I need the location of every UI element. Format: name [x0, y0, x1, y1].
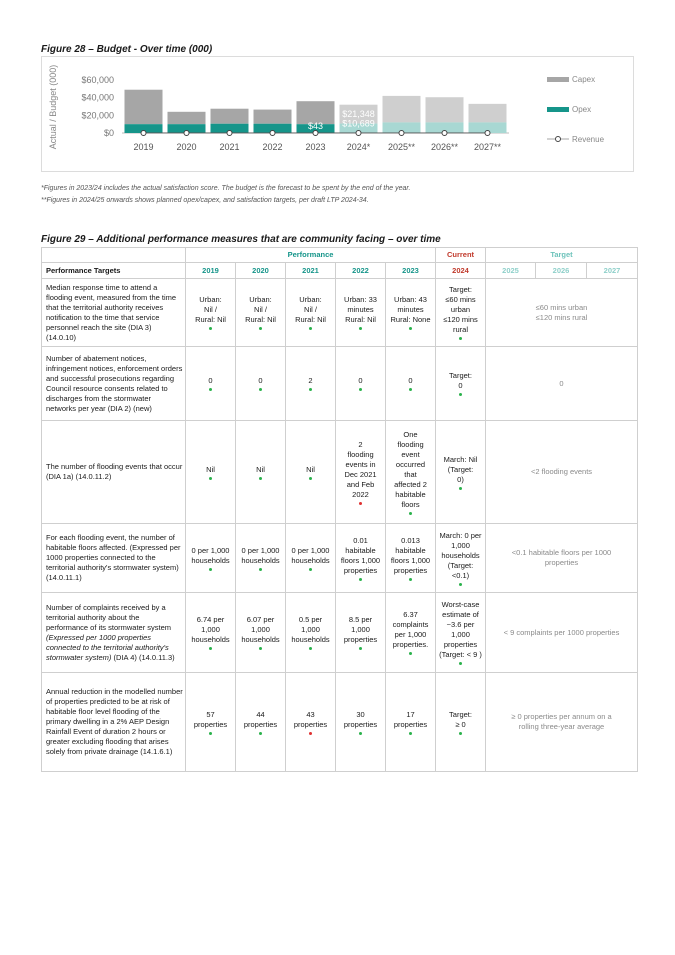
result-cell — [436, 673, 486, 772]
status-green-dot-icon — [459, 732, 462, 735]
measure-description — [42, 673, 186, 772]
table-row — [42, 421, 638, 524]
figure-28-title: Figure 28 – Budget - Over time (000) — [41, 44, 213, 55]
y-tick-label: $20,000 — [81, 110, 114, 121]
result-cell — [236, 673, 286, 772]
result-cell — [186, 593, 236, 673]
future-target — [486, 421, 638, 524]
header-blank — [42, 248, 186, 263]
table-row — [42, 524, 638, 593]
result-value: One flooding event occurred that affected 2 habitable floors — [394, 429, 427, 509]
status-green-dot-icon — [359, 327, 362, 330]
result-cell — [386, 347, 436, 421]
budget-chart — [41, 56, 634, 172]
status-green-dot-icon — [409, 652, 412, 655]
capex-bar — [211, 109, 249, 124]
measure-text: Median response time to attend a flooding event, measured from the time that the territorial authority receives notification to the time that service personnel reach the site (DIA 3) (14.0.10) — [46, 282, 177, 342]
result-cell — [386, 279, 436, 347]
result-value: Urban: 43 minutes Rural: None — [390, 295, 431, 324]
budget-chart-svg — [42, 57, 635, 173]
future-target — [486, 347, 638, 421]
result-value: Target: ≥ 0 — [449, 709, 472, 729]
measure-description — [42, 524, 186, 593]
result-value: 2 — [308, 376, 313, 385]
year-2026: 2026 — [536, 263, 587, 279]
status-green-dot-icon — [209, 568, 212, 571]
x-tick-label: 2023 — [305, 142, 326, 152]
result-cell — [286, 279, 336, 347]
status-green-dot-icon — [459, 583, 462, 586]
measure-text-tail: (DIA 4) (14.0.11.3) — [111, 652, 175, 662]
result-value: Urban: Nil / Rural: Nil — [245, 295, 276, 324]
header-performance-targets: Performance Targets — [42, 263, 186, 279]
result-value: Nil — [256, 464, 265, 474]
capex-bar — [426, 97, 464, 122]
result-cell — [336, 347, 386, 421]
result-value: Nil — [306, 464, 315, 474]
result-value: 6.37 complaints per 1,000 properties. — [392, 610, 429, 649]
status-green-dot-icon — [309, 647, 312, 650]
revenue-point — [313, 130, 318, 135]
future-target — [486, 524, 638, 593]
status-green-dot-icon — [459, 487, 462, 490]
result-value: 0.5 per 1,000 households — [291, 615, 330, 644]
result-value: 6.07 per 1,000 households — [241, 615, 280, 644]
result-cell — [386, 593, 436, 673]
result-cell — [186, 279, 236, 347]
result-cell — [436, 524, 486, 593]
capex-bar — [125, 90, 163, 124]
future-target — [486, 279, 638, 347]
result-cell — [236, 347, 286, 421]
result-value: 0.01 habitable floors 1,000 properties — [340, 535, 381, 575]
result-value: Target: 0 — [449, 371, 472, 390]
status-green-dot-icon — [459, 393, 462, 396]
status-green-dot-icon — [209, 647, 212, 650]
status-green-dot-icon — [409, 578, 412, 581]
status-green-dot-icon — [409, 732, 412, 735]
result-value: 0 — [408, 376, 413, 385]
year-2021: 2021 — [286, 263, 336, 279]
header-performance: Performance — [186, 248, 436, 263]
status-green-dot-icon — [459, 662, 462, 665]
performance-table — [41, 247, 638, 772]
year-2025: 2025 — [486, 263, 536, 279]
result-cell — [286, 347, 336, 421]
x-tick-label: 2025** — [387, 142, 416, 152]
header-current: Current — [436, 248, 486, 263]
status-green-dot-icon — [209, 477, 212, 480]
measure-text: The number of flooding events that occur (DIA 1a) (14.0.11.2) — [46, 462, 183, 481]
result-cell — [286, 524, 336, 593]
capex-bar — [469, 104, 507, 123]
result-value: 6.74 per 1,000 households — [191, 615, 230, 644]
y-axis-label: Actual / Budget (000) — [48, 64, 58, 150]
revenue-point — [227, 130, 232, 135]
note-actual-2024: *Figures in 2023/24 includes the actual satisfaction score. The budget is the forecast to be spent by the end of the year. — [41, 185, 411, 192]
status-green-dot-icon — [359, 732, 362, 735]
result-cell — [386, 421, 436, 524]
y-tick-label: $0 — [103, 128, 114, 138]
status-green-dot-icon — [359, 388, 362, 391]
status-green-dot-icon — [359, 647, 362, 650]
result-value: 30 properties — [343, 709, 378, 729]
result-value: Urban: 33 minutes Rural: Nil — [344, 295, 377, 324]
year-2020: 2020 — [236, 263, 286, 279]
result-cell — [236, 421, 286, 524]
x-tick-label: 2021 — [219, 142, 240, 152]
year-2024: 2024 — [436, 263, 486, 279]
result-cell — [436, 347, 486, 421]
future-target-text: <0.1 habitable floors per 1000 properties — [511, 548, 612, 567]
x-tick-label: 2020 — [176, 142, 197, 152]
status-green-dot-icon — [409, 327, 412, 330]
status-green-dot-icon — [259, 568, 262, 571]
y-tick-label: $40,000 — [81, 92, 114, 103]
result-cell — [336, 593, 386, 673]
result-cell — [186, 673, 236, 772]
result-value: 44 properties — [243, 709, 278, 729]
data-label: $43 — [307, 120, 324, 131]
status-green-dot-icon — [259, 477, 262, 480]
measure-text: For each flooding event, the number of habitable floors affected. (Expressed per 1000 properties connected to the territorial authority's stormwater system) (14.0.11.1) — [46, 533, 181, 582]
future-target-text: <2 flooding events — [530, 467, 593, 476]
future-target — [486, 673, 638, 772]
result-value: 0 — [358, 376, 363, 385]
result-value: 2 flooding events in Dec 2021 and Feb 2022 — [344, 439, 377, 499]
status-green-dot-icon — [259, 647, 262, 650]
revenue-point — [141, 130, 146, 135]
result-value: 17 properties — [393, 709, 428, 729]
result-value: 43 properties — [293, 709, 328, 729]
y-tick-label: $60,000 — [81, 75, 114, 85]
legend-capex-label: Capex — [572, 75, 596, 84]
result-value: March: Nil (Target: 0) — [443, 454, 478, 484]
future-target-text: 0 — [559, 378, 564, 388]
measure-description — [42, 279, 186, 347]
figure-28-notes — [41, 183, 410, 207]
result-cell — [286, 673, 336, 772]
result-value: 0 — [208, 376, 213, 385]
measure-description — [42, 347, 186, 421]
result-value: Target: ≤60 mins urban ≤120 mins rural — [443, 285, 478, 334]
table-row — [42, 593, 638, 673]
status-red-dot-icon — [309, 732, 312, 735]
x-tick-label: 2024* — [346, 142, 371, 152]
legend-opex-swatch — [547, 107, 569, 112]
future-target-text: < 9 complaints per 1000 properties — [503, 627, 620, 637]
measure-text: Number of abatement notices, infringement notices, enforcement orders and successful prosecutions regarding Council resource consents related to discharges from the stormwater networks per year (DIA 2) (new) — [46, 353, 183, 413]
result-cell — [286, 421, 336, 524]
result-cell — [236, 279, 286, 347]
measure-text: Annual reduction in the modelled number of properties predicted to be at risk of habitable floor level flooding of the primary dwelling in a 2% AEP Design Rainfall Event of duration 2 hours or greater excluding flooding that arises solely from private drainage (14.1.6.1) — [46, 687, 183, 756]
result-cell — [186, 524, 236, 593]
revenue-point — [399, 130, 404, 135]
data-label: $21,348 — [342, 109, 375, 120]
status-green-dot-icon — [209, 388, 212, 391]
status-green-dot-icon — [409, 388, 412, 391]
result-value: Nil — [206, 464, 215, 474]
capex-bar — [168, 112, 206, 124]
result-value: 0 per 1,000 households — [241, 545, 280, 565]
status-green-dot-icon — [409, 512, 412, 515]
result-cell — [336, 673, 386, 772]
year-2023: 2023 — [386, 263, 436, 279]
result-cell — [186, 347, 236, 421]
status-green-dot-icon — [259, 388, 262, 391]
result-value: Urban: Nil / Rural: Nil — [195, 295, 226, 324]
measure-description — [42, 421, 186, 524]
measure-text-italic: (Expressed per 1000 properties connected to the territorial authority's stormwater system) — [46, 632, 169, 662]
table-row — [42, 279, 638, 347]
status-green-dot-icon — [309, 327, 312, 330]
result-value: 57 properties — [193, 709, 228, 729]
result-value: March: 0 per 1,000 households (Target: <0.1) — [439, 530, 482, 580]
revenue-point — [270, 130, 275, 135]
table-row — [42, 673, 638, 772]
result-cell — [286, 593, 336, 673]
result-cell — [336, 524, 386, 593]
result-cell — [236, 524, 286, 593]
x-tick-label: 2019 — [133, 142, 154, 152]
x-tick-label: 2022 — [262, 142, 283, 152]
figure-29-title: Figure 29 – Additional performance measures that are community facing – over time — [41, 234, 441, 245]
year-2027: 2027 — [587, 263, 638, 279]
status-green-dot-icon — [309, 568, 312, 571]
legend-revenue-label: Revenue — [572, 135, 605, 144]
table-row — [42, 347, 638, 421]
result-value: 0 per 1,000 households — [291, 545, 330, 565]
result-value: Worst-case estimate of ~3.6 per 1,000 properties (Target: < 9 ) — [439, 600, 482, 659]
status-green-dot-icon — [209, 327, 212, 330]
status-green-dot-icon — [209, 732, 212, 735]
capex-bar — [254, 110, 292, 124]
revenue-point — [184, 130, 189, 135]
note-forecast-2025: **Figures in 2024/25 onwards shows planned opex/capex, and satisfaction targets, per draft LTP 2024-34. — [41, 197, 369, 204]
result-cell — [436, 593, 486, 673]
result-cell — [436, 279, 486, 347]
status-red-dot-icon — [359, 502, 362, 505]
result-cell — [436, 421, 486, 524]
future-target-text: ≤60 mins urban ≤120 mins rural — [535, 302, 588, 322]
revenue-point — [485, 130, 490, 135]
x-tick-label: 2027** — [473, 142, 502, 152]
result-cell — [386, 673, 436, 772]
status-green-dot-icon — [259, 327, 262, 330]
result-cell — [386, 524, 436, 593]
result-value: 0.013 habitable floors 1,000 properties — [390, 535, 431, 575]
legend-revenue-marker — [556, 137, 561, 142]
status-green-dot-icon — [259, 732, 262, 735]
result-value: 0 per 1,000 households — [191, 545, 230, 565]
result-cell — [336, 421, 386, 524]
data-label: $10,689 — [342, 118, 375, 129]
capex-bar — [383, 96, 421, 123]
revenue-point — [356, 130, 361, 135]
future-target — [486, 593, 638, 673]
result-cell — [336, 279, 386, 347]
legend-capex-swatch — [547, 77, 569, 82]
result-cell — [236, 593, 286, 673]
result-value: Urban: Nil / Rural: Nil — [295, 295, 326, 324]
x-tick-label: 2026** — [430, 142, 459, 152]
future-target-text: ≥ 0 properties per annum on a rolling three-year average — [511, 712, 612, 731]
revenue-point — [442, 130, 447, 135]
status-green-dot-icon — [309, 388, 312, 391]
header-target: Target — [486, 248, 638, 263]
legend-opex-label: Opex — [572, 105, 592, 114]
result-value: 8.5 per 1,000 properties — [343, 615, 378, 644]
year-2022: 2022 — [336, 263, 386, 279]
status-green-dot-icon — [359, 578, 362, 581]
measure-description — [42, 593, 186, 673]
status-green-dot-icon — [309, 477, 312, 480]
measure-text: Number of complaints received by a territorial authority about the performance of its stormwater system — [46, 602, 172, 632]
result-cell — [186, 421, 236, 524]
status-green-dot-icon — [459, 337, 462, 340]
year-2019: 2019 — [186, 263, 236, 279]
result-value: 0 — [258, 376, 263, 385]
